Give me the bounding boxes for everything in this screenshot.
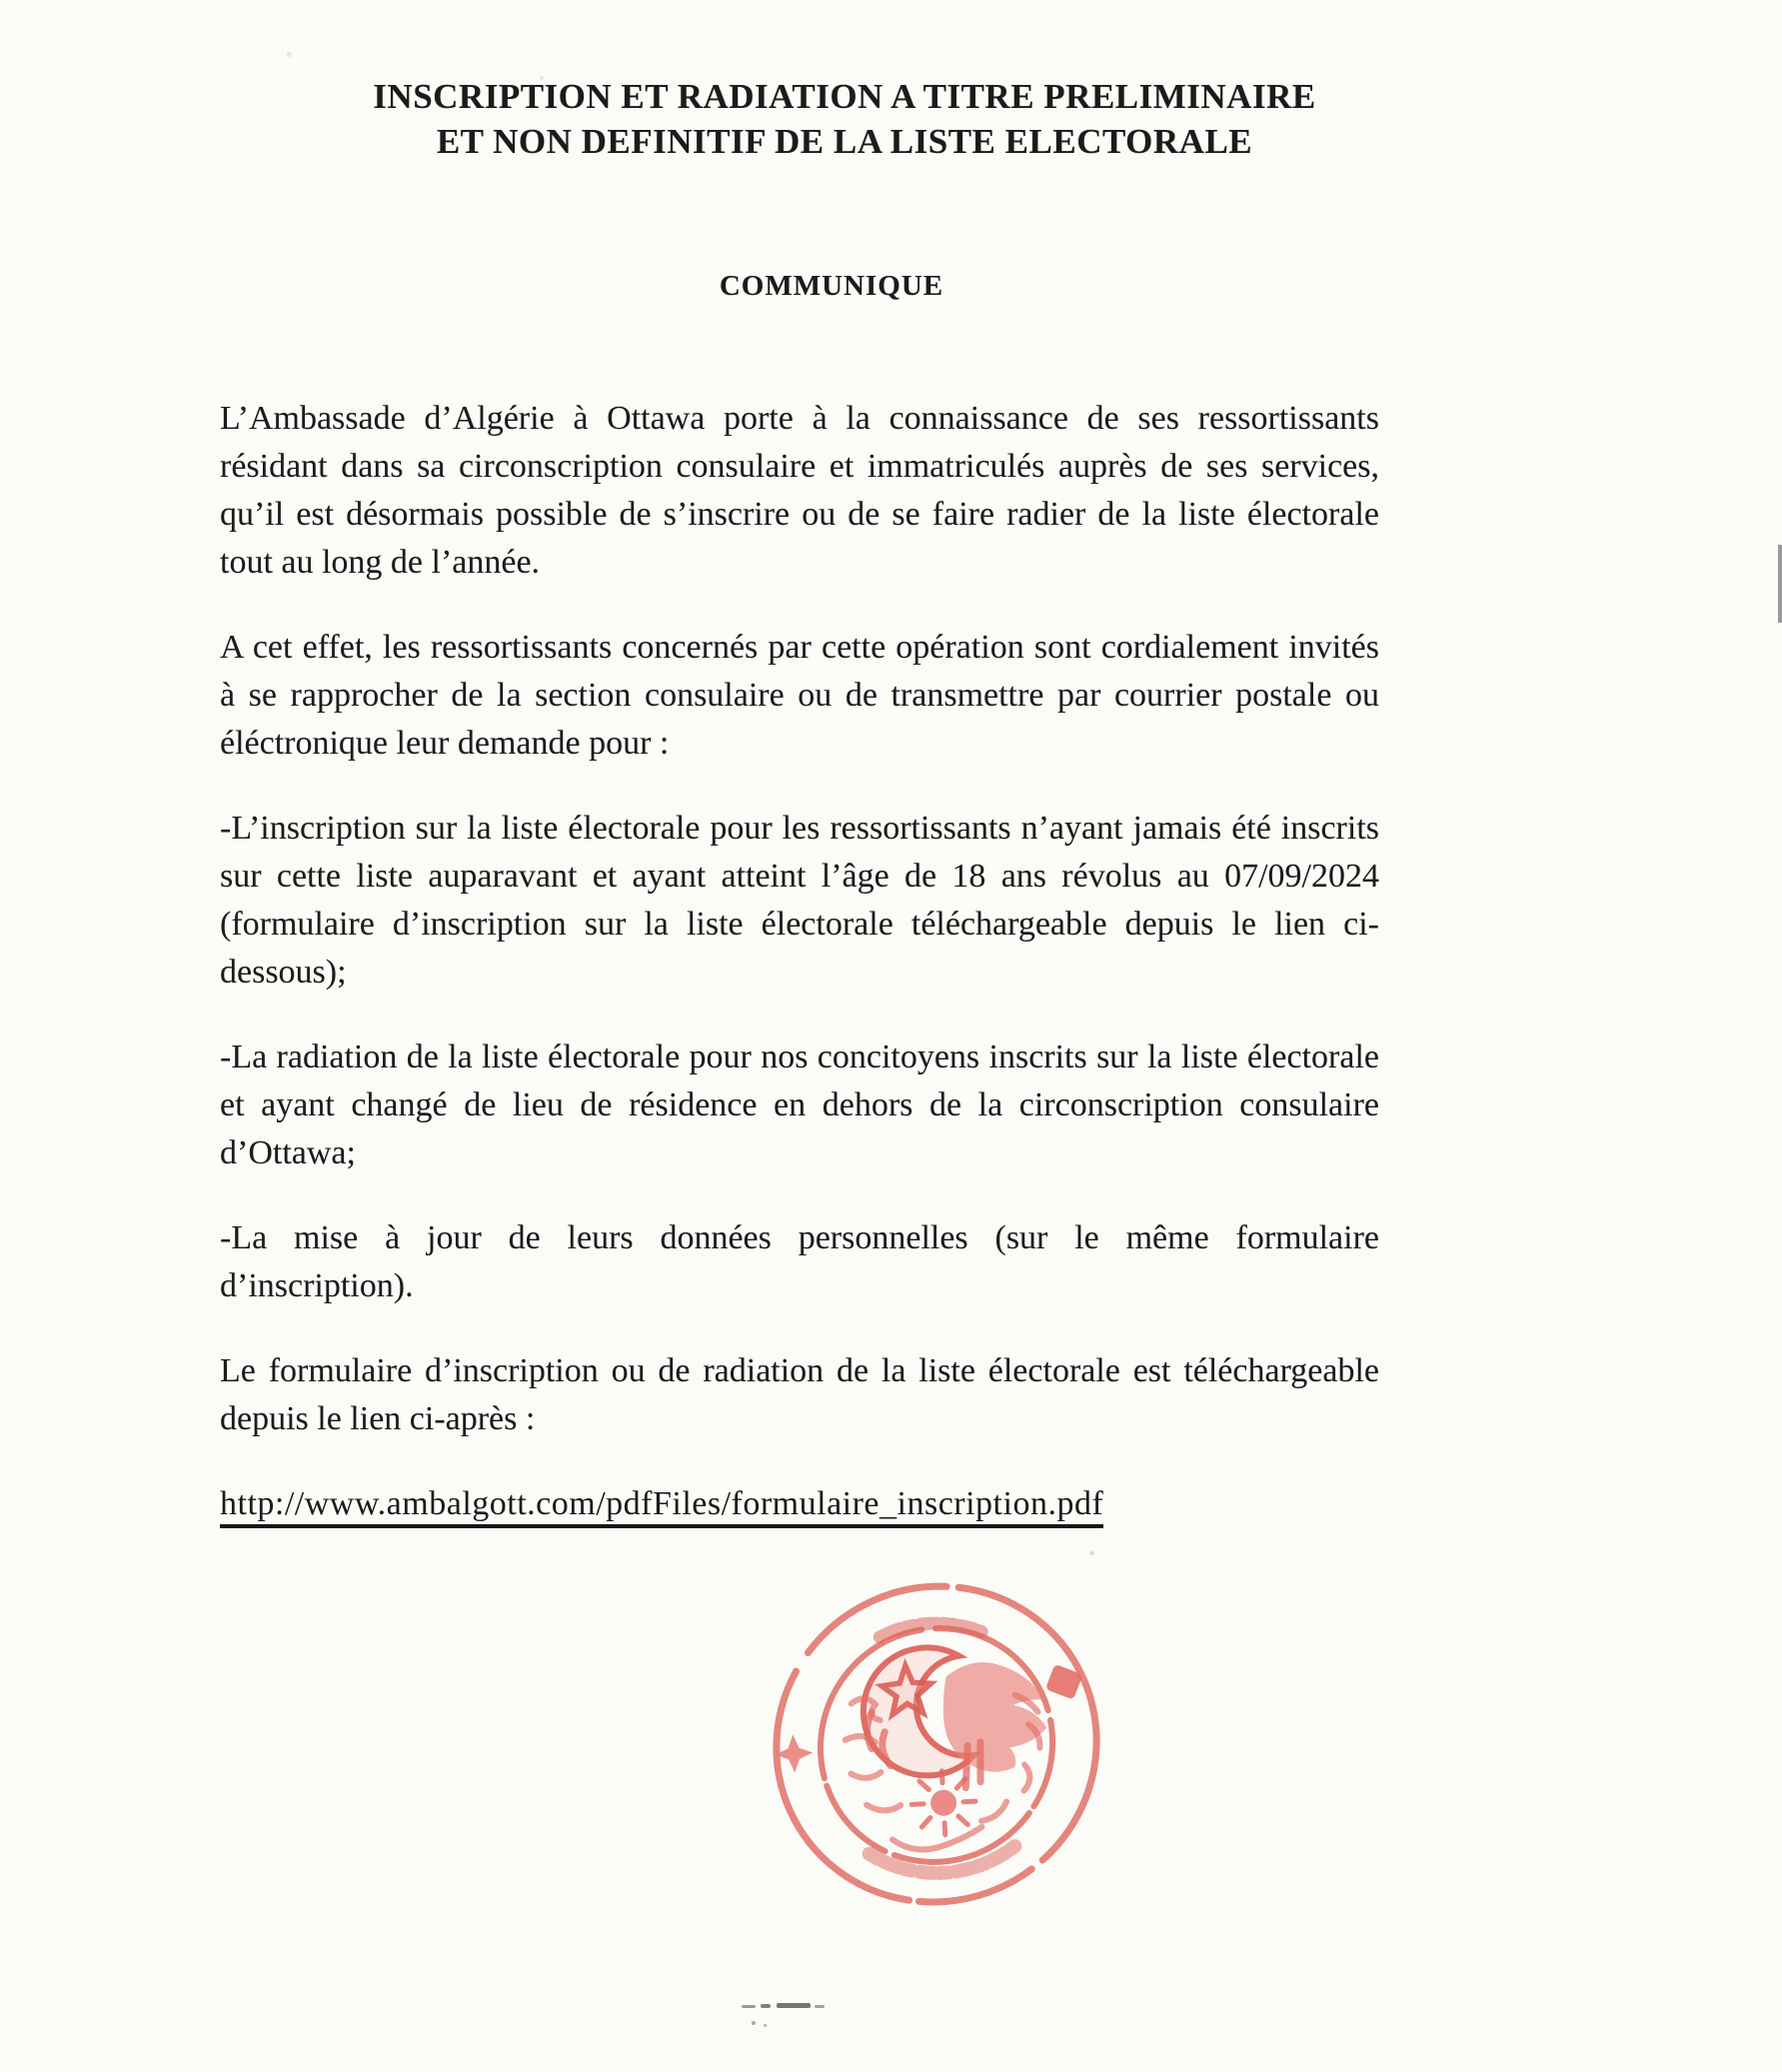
algeria-seal-icon [760, 1570, 1116, 1917]
scan-edge-artifact [1778, 545, 1782, 623]
embassy-official-seal [760, 1570, 1116, 1917]
document-title-line2: ET NON DEFINITIF DE LA LISTE ELECTORALE [436, 122, 1253, 161]
body-paragraph: -La radiation de la liste électorale pour nos concitoyens inscrits sur la liste électorale et ayant changé de lieu de résidence en dehors de la circonscription consulaire d’Ottawa; [220, 1038, 1379, 1171]
scan-speck [1239, 132, 1243, 136]
document-title-line1: INSCRIPTION ET RADIATION A TITRE PRELIMINAIRE [373, 77, 1316, 116]
communique-heading: COMMUNIQUE [719, 270, 944, 302]
body-paragraph: Le formulaire d’inscription ou de radiation de la liste électorale est téléchargeable depuis le lien ci-après : [220, 1352, 1379, 1437]
scan-speck [287, 52, 292, 57]
scan-speck [1089, 1551, 1094, 1555]
document-title [265, 74, 1424, 164]
body-paragraph: -La mise à jour de leurs données personnelles (sur le même formulaire d’inscription). [220, 1219, 1379, 1304]
scan-speck [540, 76, 544, 80]
document-body [220, 395, 1379, 1443]
link-line [220, 1480, 1379, 1528]
body-paragraph: -L’inscription sur la liste électorale pour les ressortissants n’ayant jamais été inscrits sur cette liste auparavant et ayant atteint l’âge de 18 ans révolus au 07/09/2024 (formulaire d’inscription sur la liste électorale téléchargeable depuis le lien ci-dessous); [220, 810, 1379, 991]
seal-top-inscription [880, 1621, 981, 1637]
body-paragraph: A cet effet, les ressortissants concernés par cette opération sont cordialement invités à se rapprocher de la section consulaire ou de transmettre par courrier postale ou éléctronique leur demande pour : [220, 629, 1379, 762]
body-paragraph: L’Ambassade d’Algérie à Ottawa porte à la connaissance de ses ressortissants résidant dans sa circonscription consulaire et immatriculés auprès de ses services, qu’il est désormais possible de s’inscrire ou de se faire radier de la liste électorale tout au long de l’année. [220, 400, 1379, 581]
form-download-link: http://www.ambalgott.com/pdfFiles/formulaire_inscription.pdf [220, 1485, 1103, 1528]
sun-icon [909, 1769, 976, 1836]
scan-smudge [742, 2003, 852, 2033]
document-content [220, 0, 1379, 1528]
